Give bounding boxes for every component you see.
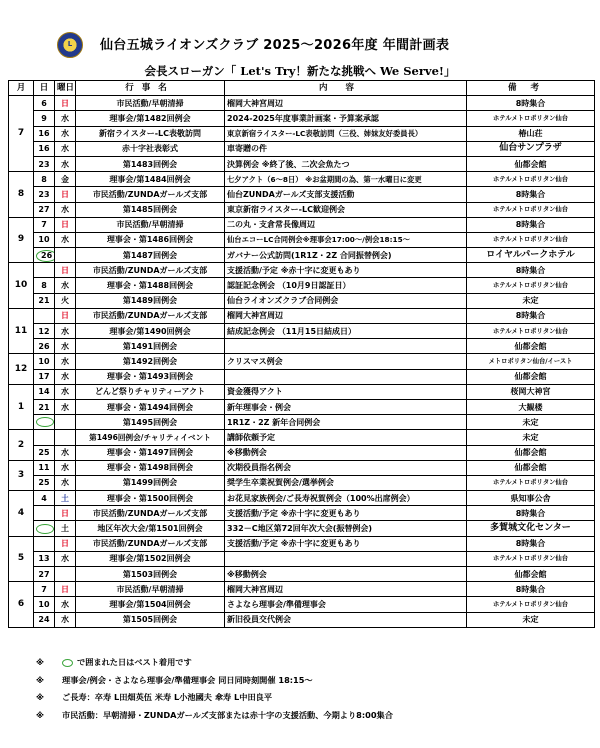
day-cell: 27 (34, 202, 55, 217)
day-cell: 14 (34, 384, 55, 399)
activity-cell: 市民活動/ZUNDAガールズ支部 (76, 187, 225, 202)
note-cell: 未定 (467, 293, 595, 308)
table-row (9, 415, 595, 430)
table-row (9, 399, 595, 414)
weekday-cell: 土 (55, 491, 76, 506)
note-cell: 椿山荘 (467, 126, 595, 141)
weekday-cell: 水 (55, 232, 76, 247)
weekday-cell: 水 (55, 475, 76, 490)
table-row (9, 551, 595, 566)
table-body (9, 96, 595, 628)
day-cell: 10 (34, 597, 55, 612)
weekday-cell: 水 (55, 354, 76, 369)
activity-cell: 第1483回例会 (76, 156, 225, 171)
month-cell: 7 (9, 96, 34, 172)
weekday-cell: 水 (55, 612, 76, 627)
month-cell: 1 (9, 384, 34, 430)
note-cell: ホテルメトロポリタン仙台 (467, 278, 595, 293)
activity-cell: 第1489回例会 (76, 293, 225, 308)
president-slogan: 会長スローガン「 Let's Try！新たな挑戦へ We Serve!」 (144, 64, 456, 78)
activity-cell: 地区年次大会/第1501回例会 (76, 521, 225, 536)
note-cell: ロイヤルパークホテル (467, 248, 595, 263)
footnote-text: ご長寿：卒寿 L田畑英伍 米寿 L小池國夫 傘寿 L中田良平 (62, 692, 273, 702)
month-cell: 3 (9, 460, 34, 490)
table-row (9, 96, 595, 111)
content-cell: 東京新宿ライスター-LC歓迎例会 (225, 202, 467, 217)
note-cell: 仙都会館 (467, 445, 595, 460)
content-cell: クリスマス例会 (225, 354, 467, 369)
table-row (9, 369, 595, 384)
weekday-cell: 水 (55, 324, 76, 339)
weekday-cell: 水 (55, 126, 76, 141)
weekday-cell: 日 (55, 582, 76, 597)
content-cell: 2024-2025年度事業計画案・予算案承認 (225, 111, 467, 126)
activity-cell: 理事会/第1502回例会 (76, 551, 225, 566)
note-cell: 桜岡大神宮 (467, 384, 595, 399)
note-cell: 仙都会館 (467, 369, 595, 384)
activity-cell: 赤十字社表彰式 (76, 141, 225, 156)
day-cell (34, 536, 55, 551)
note-cell: 8時集合 (467, 308, 595, 323)
day-cell: 21 (34, 399, 55, 414)
weekday-cell: 水 (55, 369, 76, 384)
weekday-cell: 水 (55, 156, 76, 171)
table-row (9, 156, 595, 171)
note-cell: 仙都会館 (467, 567, 595, 582)
content-cell: 支援活動/予定 ※赤十字に変更もあり (225, 263, 467, 278)
table-row (9, 597, 595, 612)
content-cell: 資金獲得アクト (225, 384, 467, 399)
table-row (9, 460, 595, 475)
note-cell: 8時集合 (467, 263, 595, 278)
day-cell: 23 (34, 156, 55, 171)
table-row (9, 506, 595, 521)
content-cell: 榴岡大神宮周辺 (225, 308, 467, 323)
day-cell: 11 (34, 460, 55, 475)
note-cell: ホテルメトロポリタン仙台 (467, 172, 595, 187)
content-cell: ※移動例会 (225, 567, 467, 582)
activity-cell: 第1495回例会 (76, 415, 225, 430)
content-cell: 1R1Z・2Z 新年合同例会 (225, 415, 467, 430)
weekday-cell: 水 (55, 445, 76, 460)
weekday-cell: 日 (55, 96, 76, 111)
header-dow: 曜日 (55, 81, 76, 96)
table-row (9, 521, 595, 536)
activity-cell: 第1491回例会 (76, 339, 225, 354)
day-cell: 21 (34, 293, 55, 308)
header-note: 備考 (467, 81, 595, 96)
month-cell: 9 (9, 217, 34, 263)
weekday-cell: 土 (55, 521, 76, 536)
note-cell: ホテルメトロポリタン仙台 (467, 551, 595, 566)
weekday-cell: 日 (55, 506, 76, 521)
day-cell (34, 415, 55, 430)
weekday-cell: 火 (55, 293, 76, 308)
content-cell: 仙台ZUNDAガールズ支部支援活動 (225, 187, 467, 202)
activity-cell: どんど祭りチャリティーアクト (76, 384, 225, 399)
table-row (9, 308, 595, 323)
footnote-text: 理事会/例会・さよなら理事会/準備理事会 同日同時刻開催 18:15～ (62, 674, 313, 685)
table-row (9, 612, 595, 627)
activity-cell: 理事会・第1488回例会 (76, 278, 225, 293)
note-mark: ※ (36, 709, 44, 720)
activity-cell: 理事会・第1500回例会 (76, 491, 225, 506)
day-cell: 10 (34, 354, 55, 369)
weekday-cell (55, 567, 76, 582)
content-cell: 榴岡大神宮周辺 (225, 96, 467, 111)
day-cell (34, 263, 55, 278)
activity-cell: 理事会・第1493回例会 (76, 369, 225, 384)
weekday-cell: 日 (55, 308, 76, 323)
activity-cell: 新宿ライスター-LC表敬訪問 (76, 126, 225, 141)
day-cell: 13 (34, 551, 55, 566)
day-cell: 25 (34, 475, 55, 490)
note-cell: 8時集合 (467, 187, 595, 202)
note-cell: ホテルメトロポリタン仙台 (467, 232, 595, 247)
footnote-text: で囲まれた日はベスト着用です (77, 657, 192, 667)
activity-cell: 理事会/第1490回例会 (76, 324, 225, 339)
content-cell: 車寄贈の件 (225, 141, 467, 156)
vest-day-ring (36, 417, 54, 427)
note-cell: 大観楼 (467, 399, 595, 414)
activity-cell: 第1503回例会 (76, 567, 225, 582)
activity-cell: 理事会/第1482回例会 (76, 111, 225, 126)
activity-cell: 市民活動/ZUNDAガールズ支部 (76, 506, 225, 521)
activity-cell: 市民活動/早朝清掃 (76, 217, 225, 232)
note-cell: 8時集合 (467, 96, 595, 111)
vest-day-ring: 26 (36, 250, 55, 262)
note-cell: 8時集合 (467, 536, 595, 551)
weekday-cell: 水 (55, 339, 76, 354)
day-cell: 27 (34, 567, 55, 582)
day-cell (34, 506, 55, 521)
content-cell: 東京新宿ライスター-LC表敬訪問（三役、姉妹友好委員長） (225, 126, 467, 141)
content-cell: 七夕アクト（6～8日） ※お盆期間の為、第一水曜日に変更 (225, 172, 467, 187)
table-row (9, 263, 595, 278)
activity-cell: 市民活動/早朝清掃 (76, 582, 225, 597)
activity-cell: 理事会/第1484回例会 (76, 172, 225, 187)
annual-plan-table (8, 80, 595, 628)
note-cell: 未定 (467, 430, 595, 445)
content-cell: お花見家族例会/ご長寿祝賀例会（100%出席例会） (225, 491, 467, 506)
weekday-cell: 水 (55, 597, 76, 612)
weekday-cell (55, 248, 76, 263)
month-cell: 6 (9, 582, 34, 628)
weekday-cell: 水 (55, 141, 76, 156)
table-row (9, 248, 595, 263)
content-cell: 榴岡大神宮周辺 (225, 582, 467, 597)
weekday-cell: 水 (55, 460, 76, 475)
green-ring-icon (62, 659, 73, 667)
activity-cell: 第1496回例会/チャリティイベント (76, 430, 225, 445)
note-cell: 県知事公舎 (467, 491, 595, 506)
content-cell: 講師依頼予定 (225, 430, 467, 445)
day-cell: 7 (34, 582, 55, 597)
day-cell (34, 248, 55, 263)
content-cell: 新年理事会・例会 (225, 399, 467, 414)
content-cell: ※移動例会 (225, 445, 467, 460)
document-title: 仙台五城ライオンズクラブ 2025～2026年度 年間計画表 (100, 38, 450, 53)
table-row (9, 202, 595, 217)
note-cell: 8時集合 (467, 217, 595, 232)
day-cell: 17 (34, 369, 55, 384)
table-row (9, 582, 595, 597)
day-cell: 12 (34, 324, 55, 339)
header-day: 日 (34, 81, 55, 96)
month-cell: 8 (9, 172, 34, 218)
content-cell: 認証記念例会 （10月9日認証日） (225, 278, 467, 293)
day-cell (34, 430, 55, 445)
day-cell: 7 (34, 217, 55, 232)
footnote-vest (36, 654, 596, 672)
weekday-cell (55, 415, 76, 430)
note-cell: 仙台サンプラザ (467, 141, 595, 156)
note-cell: 未定 (467, 415, 595, 430)
note-cell: 仙都会館 (467, 156, 595, 171)
content-cell (225, 369, 467, 384)
content-cell (225, 551, 467, 566)
day-cell: 23 (34, 187, 55, 202)
table-row (9, 232, 595, 247)
table-row (9, 339, 595, 354)
day-cell: 6 (34, 96, 55, 111)
content-cell: 支援活動/予定 ※赤十字に変更もあり (225, 536, 467, 551)
content-cell: ガバナー公式訪問(1R1Z・2Z 合同振替例会) (225, 248, 467, 263)
table-row (9, 126, 595, 141)
day-cell: 16 (34, 141, 55, 156)
vest-day-ring (36, 524, 54, 534)
month-cell: 12 (9, 354, 34, 384)
day-cell: 8 (34, 172, 55, 187)
table-row (9, 430, 595, 445)
month-cell: 2 (9, 430, 34, 460)
content-cell: 奨学生卒業祝賀例会/選挙例会 (225, 475, 467, 490)
weekday-cell: 金 (55, 172, 76, 187)
note-cell: 仙都会館 (467, 339, 595, 354)
day-cell: 25 (34, 445, 55, 460)
note-mark: ※ (36, 692, 44, 702)
weekday-cell: 水 (55, 202, 76, 217)
day-cell: 26 (34, 339, 55, 354)
table-row (9, 384, 595, 399)
weekday-cell: 日 (55, 536, 76, 551)
content-cell (225, 339, 467, 354)
activity-cell: 市民活動/ZUNDAガールズ支部 (76, 263, 225, 278)
activity-cell: 第1485回例会 (76, 202, 225, 217)
header-month: 月 (9, 81, 34, 96)
note-mark: ※ (36, 674, 44, 685)
month-cell: 5 (9, 536, 34, 582)
footnote-longevity (36, 689, 596, 707)
weekday-cell: 水 (55, 384, 76, 399)
table-row (9, 278, 595, 293)
activity-cell: 第1487回例会 (76, 248, 225, 263)
footnote-text: 市民活動：早朝清掃・ZUNDAガールズ支部または赤十字の支援活動、今期より8:00集合 (62, 709, 393, 720)
weekday-cell: 水 (55, 551, 76, 566)
activity-cell: 理事会・第1498回例会 (76, 460, 225, 475)
weekday-cell: 日 (55, 263, 76, 278)
day-cell: 10 (34, 232, 55, 247)
activity-cell: 理事会・第1486回例会 (76, 232, 225, 247)
note-cell: ホテルメトロポリタン仙台 (467, 597, 595, 612)
month-cell: 11 (9, 308, 34, 354)
table-row (9, 536, 595, 551)
note-cell: ホテルメトロポリタン仙台 (467, 202, 595, 217)
note-cell: 仙都会館 (467, 460, 595, 475)
content-cell: 332－C地区第72回年次大会(振替例会) (225, 521, 467, 536)
lions-club-logo: L (57, 32, 83, 58)
day-cell: 24 (34, 612, 55, 627)
content-cell: 支援活動/予定 ※赤十字に変更もあり (225, 506, 467, 521)
content-cell: 二の丸・支倉常長像周辺 (225, 217, 467, 232)
content-cell: さよなら理事会/準備理事会 (225, 597, 467, 612)
table-row (9, 293, 595, 308)
weekday-cell (55, 430, 76, 445)
weekday-cell: 日 (55, 217, 76, 232)
day-cell: 9 (34, 111, 55, 126)
table-row (9, 354, 595, 369)
note-cell: 8時集合 (467, 582, 595, 597)
table-row (9, 187, 595, 202)
table-row (9, 111, 595, 126)
note-cell: ホテルメトロポリタン仙台 (467, 324, 595, 339)
table-row (9, 491, 595, 506)
note-cell: ホテルメトロポリタン仙台 (467, 475, 595, 490)
activity-cell: 市民活動/ZUNDAガールズ支部 (76, 308, 225, 323)
weekday-cell: 水 (55, 399, 76, 414)
note-cell: 8時集合 (467, 506, 595, 521)
table-header-row (9, 81, 595, 96)
table-row (9, 172, 595, 187)
note-mark: ※ (36, 657, 44, 667)
content-cell: 次期役員指名例会 (225, 460, 467, 475)
note-cell: 未定 (467, 612, 595, 627)
table-row (9, 217, 595, 232)
weekday-cell: 水 (55, 278, 76, 293)
month-cell: 4 (9, 491, 34, 537)
table-row (9, 141, 595, 156)
activity-cell: 第1499回例会 (76, 475, 225, 490)
note-cell: 多賀城文化センター (467, 521, 595, 536)
content-cell: 新旧役員交代例会 (225, 612, 467, 627)
footnote-civic-activity (36, 707, 596, 725)
content-cell: 結成記念例会 （11月15日結成日） (225, 324, 467, 339)
table-row (9, 567, 595, 582)
note-cell: メトロポリタン仙台/イースト (467, 354, 595, 369)
activity-cell: 理事会・第1497回例会 (76, 445, 225, 460)
day-cell: 4 (34, 491, 55, 506)
table-row (9, 475, 595, 490)
activity-cell: 市民活動/ZUNDAガールズ支部 (76, 536, 225, 551)
content-cell: 決算例会 ※終了後、二次会魚たつ (225, 156, 467, 171)
day-cell: 16 (34, 126, 55, 141)
day-cell: 8 (34, 278, 55, 293)
table-row (9, 324, 595, 339)
activity-cell: 第1492回例会 (76, 354, 225, 369)
day-cell (34, 521, 55, 536)
activity-cell: 理事会/第1504回例会 (76, 597, 225, 612)
header-activity: 行事名 (76, 81, 225, 96)
footnote-meeting-time (36, 672, 596, 690)
activity-cell: 理事会・第1494回例会 (76, 399, 225, 414)
note-cell: ホテルメトロポリタン仙台 (467, 111, 595, 126)
header-content: 内容 (225, 81, 467, 96)
footnotes (36, 654, 596, 724)
weekday-cell: 日 (55, 187, 76, 202)
content-cell: 仙台ライオンズクラブ合同例会 (225, 293, 467, 308)
table-row (9, 445, 595, 460)
activity-cell: 市民活動/早朝清掃 (76, 96, 225, 111)
weekday-cell: 水 (55, 111, 76, 126)
activity-cell: 第1505回例会 (76, 612, 225, 627)
month-cell: 10 (9, 263, 34, 309)
day-cell (34, 308, 55, 323)
content-cell: 仙台エコーLC合同例会※理事会17:00～/例会18:15～ (225, 232, 467, 247)
